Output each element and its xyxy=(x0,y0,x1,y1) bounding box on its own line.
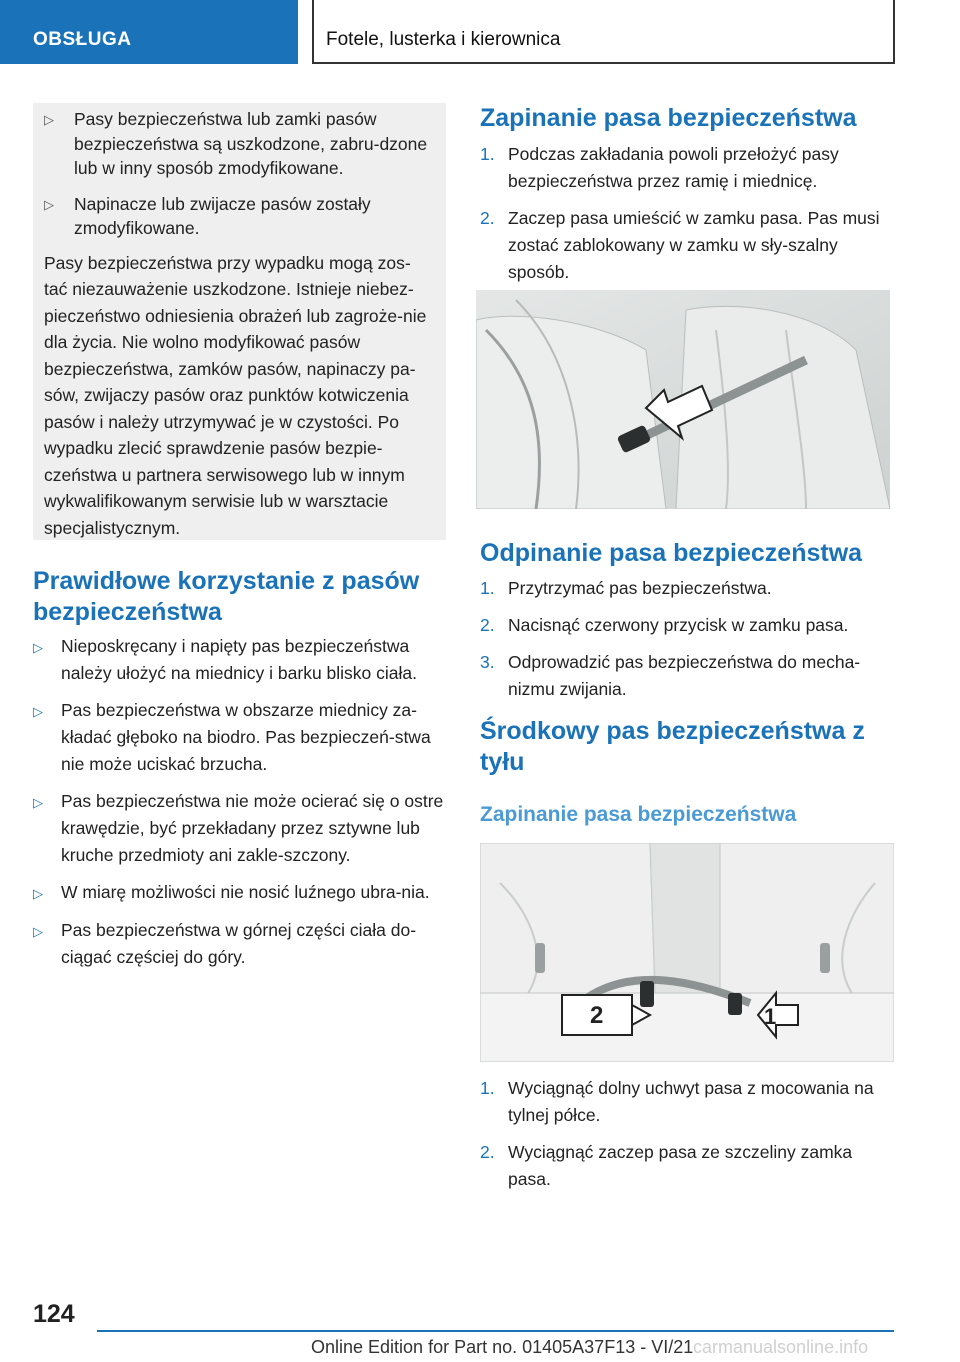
list-item: 1. Przytrzymać pas bezpieczeństwa. xyxy=(480,578,772,598)
rear-seat-figure xyxy=(480,843,894,1062)
page-number: 124 xyxy=(33,1300,75,1328)
triangle-bullet-icon: ▷ xyxy=(33,795,43,810)
section-label: OBSŁUGA xyxy=(33,29,132,50)
list-item: 3. Odprowadzić pas bezpieczeństwa do mecha-nizmu zwijania. xyxy=(480,652,861,699)
unfasten-steps xyxy=(480,575,895,713)
triangle-bullet-icon: ▷ xyxy=(33,704,43,719)
triangle-bullet-icon: ▷ xyxy=(44,112,54,127)
fasten-heading: Zapinanie pasa bezpieczeństwa xyxy=(480,104,857,132)
warning-box xyxy=(33,103,446,540)
warning-paragraph: Pasy bezpieczeństwa przy wypadku mogą zos-tać niezauważenie uszkodzone. Istnieje niebez-pieczeństwo odniesienia obrażeń lub zagroże-nie dla życia. Nie wolno modyfikować pasów bezpieczeństwa, zamków pasów, napinaczy pa-sów, zwijaczy pasów oraz punktów kotwiczenia pasów i należy utrzymywać je w czystości. Po wypadku zlecić sprawdzenie pasów bezpie-czeństwa u partnera serwisowego lub w innym wykwalifikowanym serwisie lub w warsztacie specjalistycznym. xyxy=(44,252,427,538)
correct-use-list xyxy=(33,633,448,981)
triangle-bullet-icon: ▷ xyxy=(33,924,43,939)
figure-label-1: 1 xyxy=(764,1004,777,1029)
list-item: ▷ Pas bezpieczeństwa nie może ocierać się o ostre krawędzie, być przekładany przez sztywne lub kruche przedmioty ani zakle-szczony. xyxy=(33,788,448,869)
section-tab xyxy=(0,0,298,64)
correct-use-heading: Prawidłowe korzystanie z pasów bezpieczeństwa xyxy=(33,567,420,626)
list-item: ▷ Pas bezpieczeństwa w obszarze miednicy za-kładać głęboko na biodro. Pas bezpieczeń-stwa nie może uciskać brzucha. xyxy=(33,697,448,778)
list-item: 1. Podczas zakładania powoli przełożyć pasy bezpieczeństwa przez ramię i miednicę. xyxy=(480,144,839,191)
rear-center-heading: Środkowy pas bezpieczeństwa z tyłu xyxy=(480,717,865,776)
list-item: 1. Wyciągnąć dolny uchwyt pasa z mocowania na tylnej półce. xyxy=(480,1078,874,1125)
rear-center-steps xyxy=(480,1075,895,1203)
list-item: ▷ W miarę możliwości nie nosić luźnego ubra-nia. xyxy=(33,879,448,907)
list-item: ▷ Nieposkręcany i napięty pas bezpieczeństwa należy ułożyć na miednicy i barku blisko ciała. xyxy=(33,633,448,687)
figure-label-2: 2 xyxy=(590,1002,604,1029)
footer-divider xyxy=(97,1330,894,1332)
chapter-title: Fotele, lusterka i kierownica xyxy=(326,29,561,50)
list-item: 2. Zaczep pasa umieścić w zamku pasa. Pas musi zostać zablokowany w zamku w sły-szalny sposób. xyxy=(480,208,880,282)
warning-item xyxy=(44,107,434,181)
warning-item xyxy=(44,192,434,241)
unfasten-heading: Odpinanie pasa bezpieczeństwa xyxy=(480,539,863,567)
list-item: ▷ Pas bezpieczeństwa w górnej części ciała do-ciągać częściej do góry. xyxy=(33,917,448,971)
triangle-bullet-icon: ▷ xyxy=(33,886,43,901)
warning-item-text: Napinacze lub zwijacze pasów zostały zmodyfikowane. xyxy=(74,193,371,238)
list-item: 2. Nacisnąć czerwony przycisk w zamku pasa. xyxy=(480,615,849,635)
triangle-bullet-icon: ▷ xyxy=(44,196,54,212)
rear-center-subheading: Zapinanie pasa bezpieczeństwa xyxy=(480,803,797,826)
triangle-bullet-icon: ▷ xyxy=(33,640,43,655)
footer-edition: Online Edition for Part no. 01405A37F13 - VI/21 xyxy=(311,1337,694,1357)
fasten-steps xyxy=(480,141,895,296)
buckle-figure xyxy=(476,290,890,509)
list-item: 2. Wyciągnąć zaczep pasa ze szczeliny zamka pasa. xyxy=(480,1142,853,1189)
footer-watermark: carmanualsonline.info xyxy=(693,1337,869,1357)
warning-item-text: Pasy bezpieczeństwa lub zamki pasów bezpieczeństwa są uszkodzone, zabru-dzone lub w inny sposób zmodyfikowane. xyxy=(74,109,428,178)
